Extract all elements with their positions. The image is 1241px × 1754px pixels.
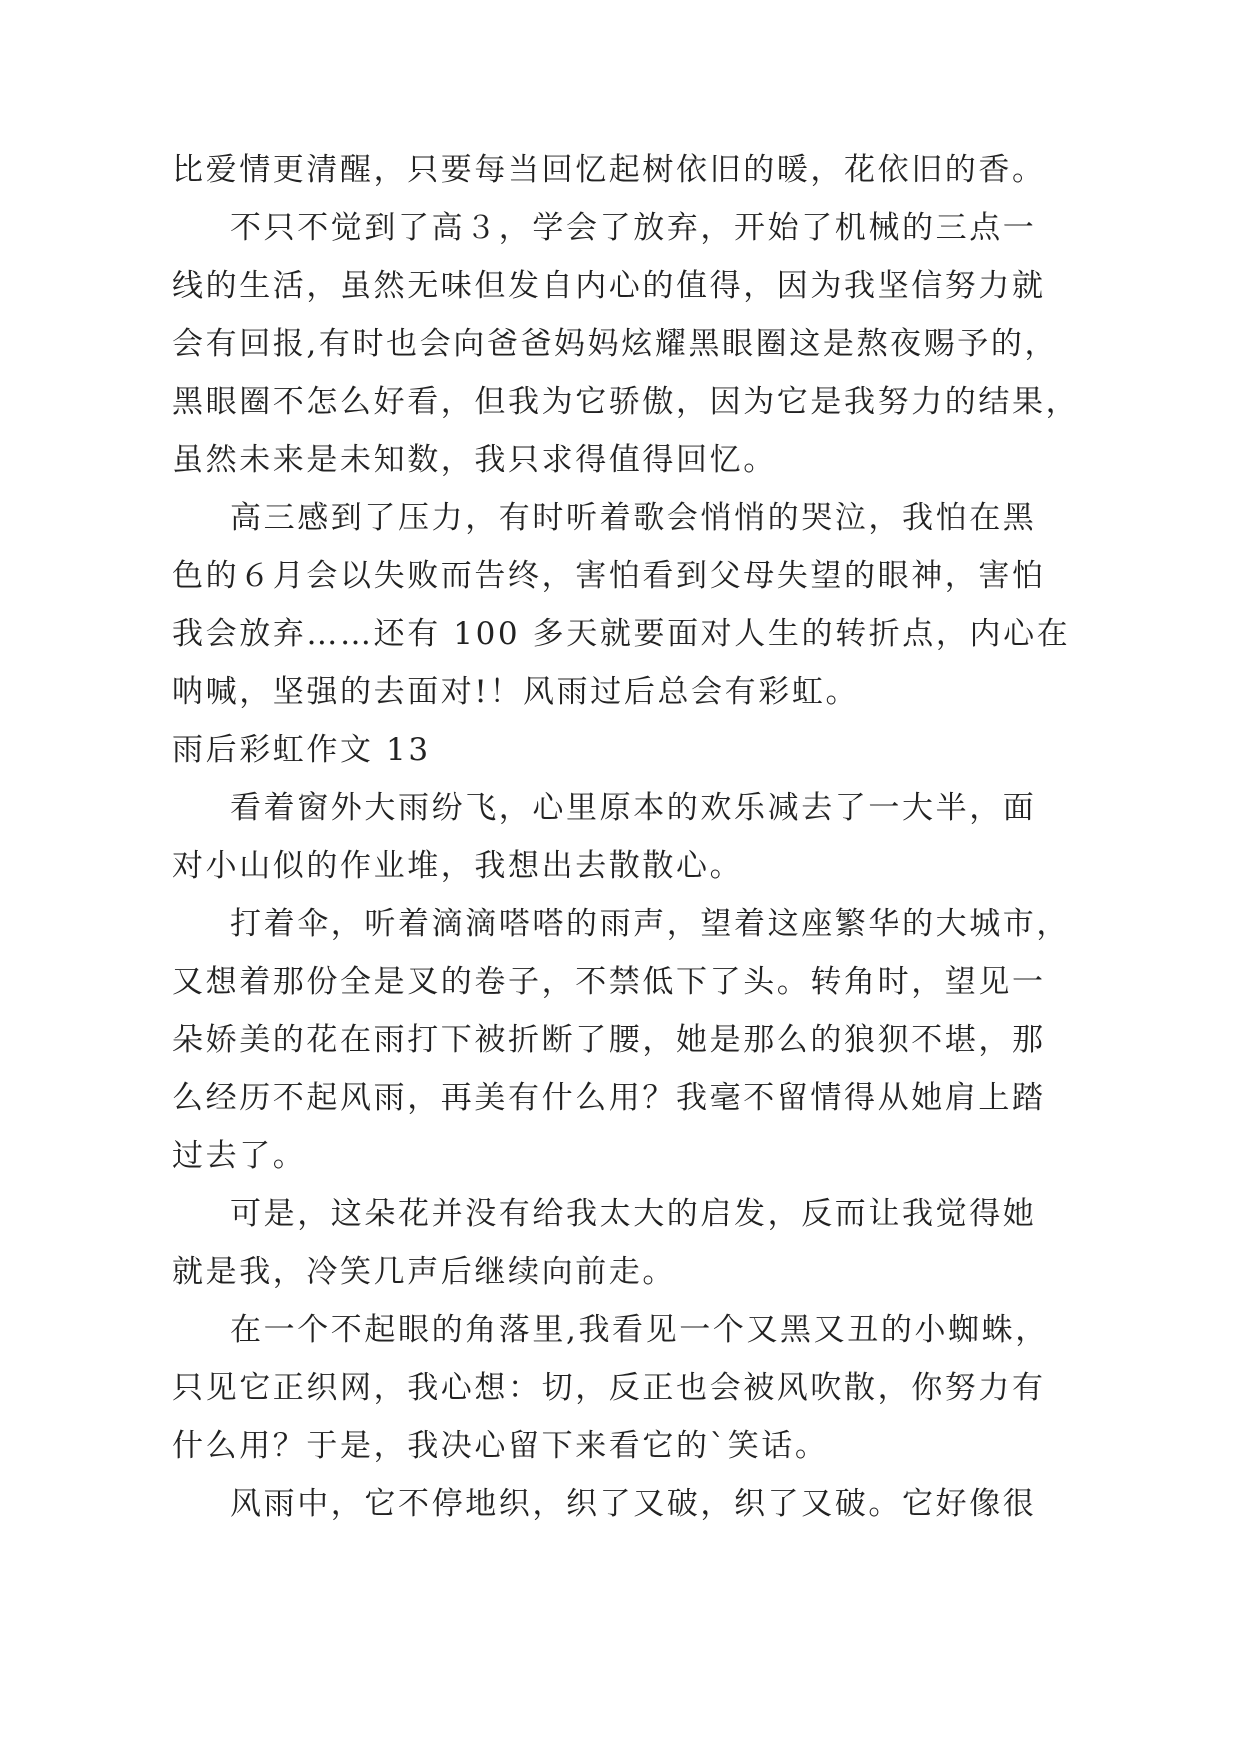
paragraph-first-line: 打着伞，听着滴滴嗒嗒的雨声，望着这座繁华的大城市，	[230, 906, 1070, 942]
text-line: 会有回报,有时也会向爸爸妈妈炫耀黑眼圈这是熬夜赐予的，	[172, 326, 1059, 362]
text-line: 比爱情更清醒，只要每当回忆起树依旧的暖，花依旧的香。	[172, 152, 1046, 188]
text-line: 黑眼圈不怎么好看，但我为它骄傲，因为它是我努力的结果，	[172, 384, 1080, 420]
text-line: 呐喊，坚强的去面对!！风雨过后总会有彩虹。	[172, 674, 860, 710]
text-line: 么经历不起风雨，再美有什么用？我毫不留情得从她肩上踏	[172, 1080, 1046, 1116]
paragraph-first-line: 高三感到了压力，有时听着歌会悄悄的哭泣，我怕在黑	[230, 500, 1037, 536]
paragraph-first-line: 在一个不起眼的角落里,我看见一个又黑又丑的小蜘蛛，	[230, 1312, 1049, 1348]
paragraph-first-line: 风雨中，它不停地织，织了又破，织了又破。它好像很	[230, 1486, 1037, 1522]
paragraph-first-line: 可是，这朵花并没有给我太大的启发，反而让我觉得她	[230, 1196, 1037, 1232]
text-line: 什么用？于是，我决心留下来看它的`笑话。	[172, 1428, 829, 1464]
text-line: 又想着那份全是叉的卷子，不禁低下了头。转角时，望见一	[172, 964, 1046, 1000]
text-line: 朵娇美的花在雨打下被折断了腰，她是那么的狼狈不堪，那	[172, 1022, 1046, 1058]
text-line: 线的生活，虽然无味但发自内心的值得，因为我坚信努力就	[172, 268, 1046, 304]
text-line: 过去了。	[172, 1138, 307, 1174]
text-line: 我会放弃……还有 100 多天就要面对人生的转折点，内心在	[172, 616, 1071, 652]
paragraph-first-line: 看着窗外大雨纷飞，心里原本的欢乐减去了一大半，面	[230, 790, 1037, 826]
paragraph-first-line: 不只不觉到了高３，学会了放弃，开始了机械的三点一	[230, 210, 1037, 246]
text-line: 虽然未来是未知数，我只求得值得回忆。	[172, 442, 777, 478]
text-line: 就是我，冷笑几声后继续向前走。	[172, 1254, 676, 1290]
section-title: 雨后彩虹作文 13	[172, 732, 431, 768]
text-line: 色的６月会以失败而告终，害怕看到父母失望的眼神，害怕	[172, 558, 1046, 594]
text-line: 对小山似的作业堆，我想出去散散心。	[172, 848, 744, 884]
text-line: 只见它正织网，我心想：切，反正也会被风吹散，你努力有	[172, 1370, 1046, 1406]
